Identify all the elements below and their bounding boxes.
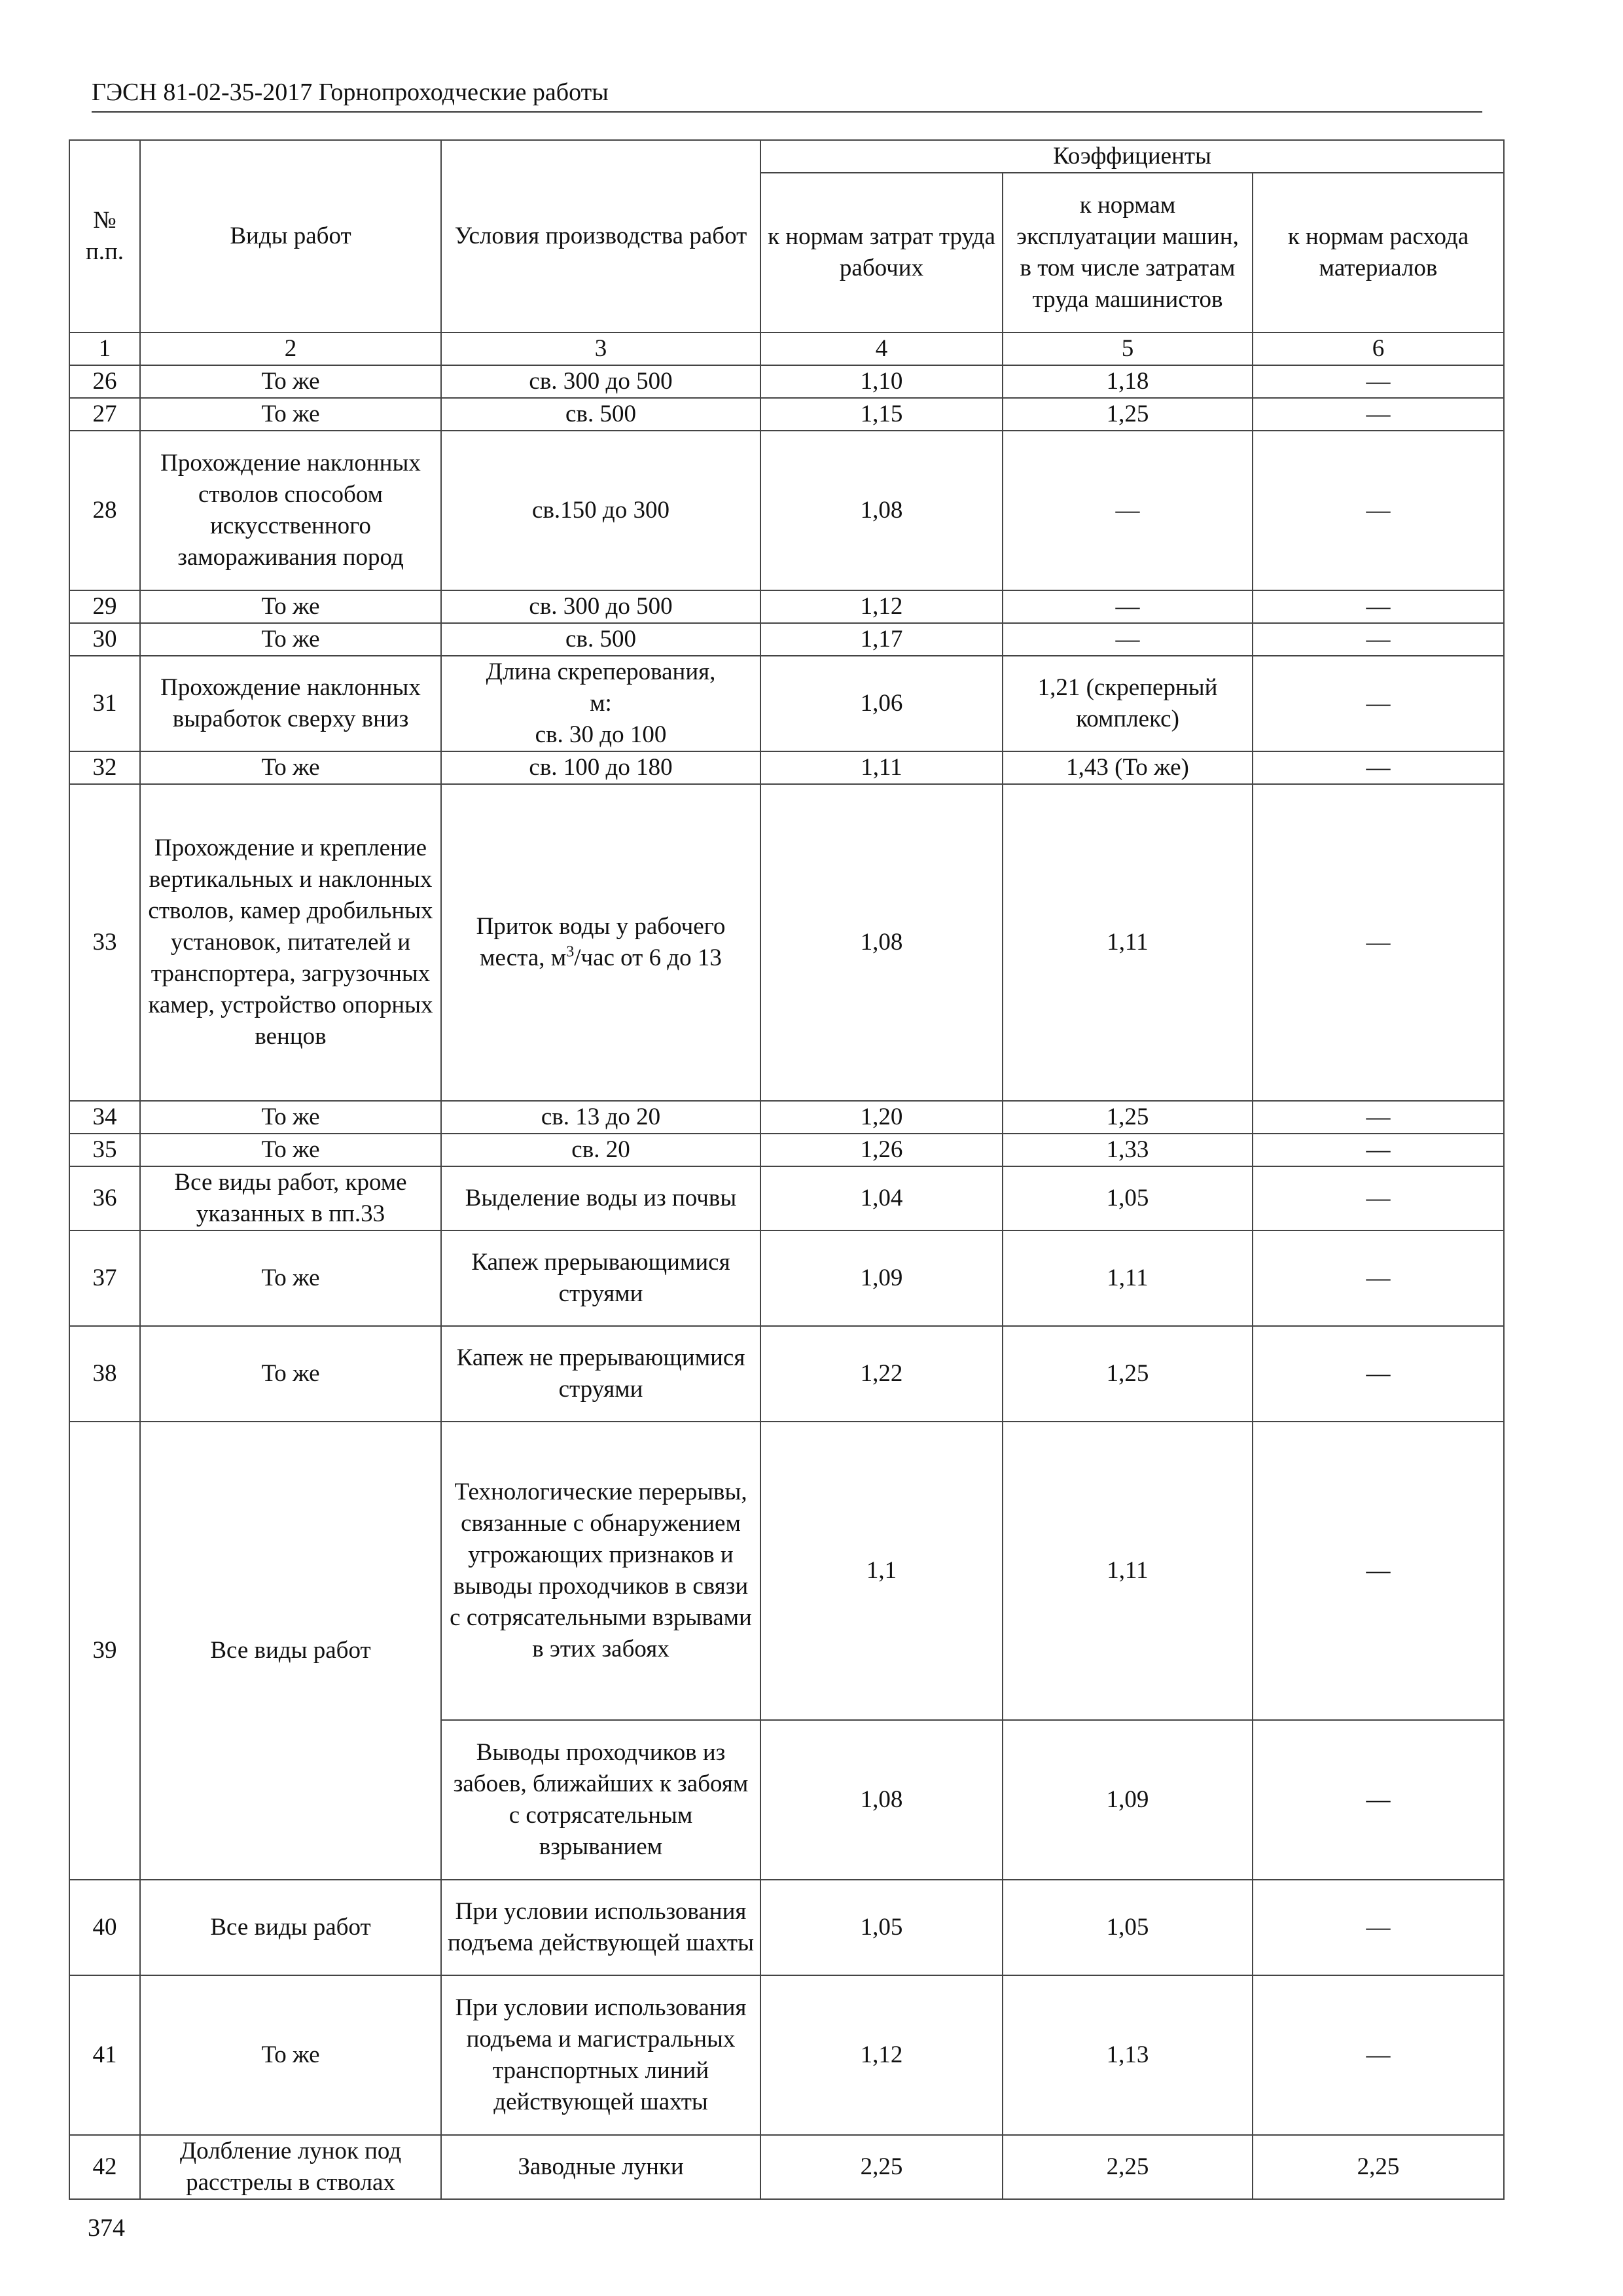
page-number: 374 (88, 2214, 125, 2242)
labor-coefficient: 1,22 (760, 1326, 1003, 1422)
material-coefficient: — (1253, 365, 1504, 398)
row-number: 38 (69, 1326, 140, 1422)
work-kind: То же (140, 398, 441, 431)
labor-coefficient: 2,25 (760, 2135, 1003, 2199)
material-coefficient: — (1253, 1422, 1504, 1720)
work-conditions: св. 300 до 500 (441, 365, 760, 398)
machine-coefficient: 1,11 (1003, 1422, 1253, 1720)
row-number: 31 (69, 656, 140, 751)
labor-coefficient: 1,05 (760, 1880, 1003, 1975)
work-kind: То же (140, 623, 441, 656)
table-header-row (69, 140, 1504, 173)
column-index: 2 (140, 332, 441, 365)
table-row (69, 1230, 1504, 1326)
work-conditions: Технологические перерывы, связанные с обнаружением угрожающих признаков и выводы проходчиков в связи с сотрясательными взрывами в этих забоях (441, 1422, 760, 1720)
col-header-number: № п.п. (69, 140, 140, 332)
work-conditions: св.150 до 300 (441, 431, 760, 590)
table-row (69, 365, 1504, 398)
row-number: 33 (69, 784, 140, 1101)
row-number: 36 (69, 1166, 140, 1230)
col-header-machines: к нормам эксплуатации машин, в том числе затратам труда машинистов (1003, 173, 1253, 332)
machine-coefficient: 1,09 (1003, 1720, 1253, 1880)
material-coefficient: — (1253, 1880, 1504, 1975)
labor-coefficient: 1,04 (760, 1166, 1003, 1230)
work-conditions (441, 656, 760, 751)
machine-coefficient: — (1003, 623, 1253, 656)
col-header-labor: к нормам затрат труда рабочих (760, 173, 1003, 332)
work-conditions: Капеж прерывающимися струями (441, 1230, 760, 1326)
table-row (69, 656, 1504, 751)
machine-coefficient: 1,21 (скреперный комплекс) (1003, 656, 1253, 751)
labor-coefficient: 1,17 (760, 623, 1003, 656)
work-kind: Долбление лунок под расстрелы в стволах (140, 2135, 441, 2199)
row-number: 40 (69, 1880, 140, 1975)
labor-coefficient: 1,15 (760, 398, 1003, 431)
material-coefficient: — (1253, 623, 1504, 656)
table-row (69, 784, 1504, 1101)
table-row (69, 431, 1504, 590)
work-kind: То же (140, 1230, 441, 1326)
work-conditions: св. 100 до 180 (441, 751, 760, 784)
work-conditions: св. 500 (441, 623, 760, 656)
row-number: 30 (69, 623, 140, 656)
material-coefficient: — (1253, 1230, 1504, 1326)
column-index: 1 (69, 332, 140, 365)
labor-coefficient: 1,09 (760, 1230, 1003, 1326)
row-number: 28 (69, 431, 140, 590)
conditions-text: /час от 6 до 13 (574, 944, 722, 971)
col-header-materials: к нормам расхода материалов (1253, 173, 1504, 332)
machine-coefficient: 1,25 (1003, 1326, 1253, 1422)
row-number: 29 (69, 590, 140, 623)
row-number: 27 (69, 398, 140, 431)
labor-coefficient: 1,06 (760, 656, 1003, 751)
table-row (69, 751, 1504, 784)
machine-coefficient: 1,25 (1003, 1101, 1253, 1134)
col-header-conditions: Условия производства работ (441, 140, 760, 332)
conditions-line: Длина скреперования, (486, 658, 716, 685)
machine-coefficient: 1,05 (1003, 1166, 1253, 1230)
labor-coefficient: 1,11 (760, 751, 1003, 784)
work-kind: Все виды работ (140, 1880, 441, 1975)
work-kind: Все виды работ, кроме указанных в пп.33 (140, 1166, 441, 1230)
work-kind: Прохождение наклонных стволов способом искусственного замораживания пород (140, 431, 441, 590)
work-conditions: При условии использования подъема и магистральных транспортных линий действующей шахты (441, 1975, 760, 2135)
labor-coefficient: 1,12 (760, 1975, 1003, 2135)
material-coefficient: — (1253, 398, 1504, 431)
work-kind: То же (140, 365, 441, 398)
material-coefficient: — (1253, 1101, 1504, 1134)
row-number: 42 (69, 2135, 140, 2199)
table-row (69, 1101, 1504, 1134)
work-kind: То же (140, 590, 441, 623)
machine-coefficient: 1,11 (1003, 1230, 1253, 1326)
machine-coefficient: 1,33 (1003, 1134, 1253, 1166)
machine-coefficient: 1,05 (1003, 1880, 1253, 1975)
material-coefficient: — (1253, 784, 1504, 1101)
material-coefficient: — (1253, 431, 1504, 590)
row-number: 39 (69, 1422, 140, 1880)
row-number: 32 (69, 751, 140, 784)
work-kind: То же (140, 1975, 441, 2135)
column-index-row (69, 332, 1504, 365)
table-row (69, 1975, 1504, 2135)
coefficients-table (69, 139, 1505, 2200)
conditions-text: Приток воды у рабочего места, м (476, 913, 726, 971)
row-number: 26 (69, 365, 140, 398)
row-number: 37 (69, 1230, 140, 1326)
work-conditions: св. 500 (441, 398, 760, 431)
labor-coefficient: 1,10 (760, 365, 1003, 398)
material-coefficient: — (1253, 1720, 1504, 1880)
material-coefficient: — (1253, 1166, 1504, 1230)
work-conditions: Выводы проходчиков из забоев, ближайших к забоям с сотрясательным взрыванием (441, 1720, 760, 1880)
work-kind: Прохождение и крепление вертикальных и наклонных стволов, камер дробильных установок, питателей и транспортера, загрузочных камер, устройство опорных венцов (140, 784, 441, 1101)
table-row (69, 590, 1504, 623)
conditions-line: св. 30 до 100 (535, 721, 667, 748)
work-kind: То же (140, 1326, 441, 1422)
cubic-superscript: 3 (566, 943, 575, 961)
table-row (69, 1166, 1504, 1230)
machine-coefficient: 1,11 (1003, 784, 1253, 1101)
table-row (69, 1422, 1504, 1720)
work-kind: Все виды работ (140, 1422, 441, 1880)
row-number: 35 (69, 1134, 140, 1166)
machine-coefficient: — (1003, 431, 1253, 590)
work-conditions: Капеж не прерывающимися струями (441, 1326, 760, 1422)
material-coefficient: 2,25 (1253, 2135, 1504, 2199)
material-coefficient: — (1253, 590, 1504, 623)
work-conditions: Выделение воды из почвы (441, 1166, 760, 1230)
labor-coefficient: 1,08 (760, 431, 1003, 590)
labor-coefficient: 1,20 (760, 1101, 1003, 1134)
machine-coefficient: 1,18 (1003, 365, 1253, 398)
labor-coefficient: 1,08 (760, 1720, 1003, 1880)
conditions-line: м: (590, 690, 612, 717)
col-header-kind: Виды работ (140, 140, 441, 332)
material-coefficient: — (1253, 1326, 1504, 1422)
table-row (69, 2135, 1504, 2199)
machine-coefficient: 1,43 (То же) (1003, 751, 1253, 784)
table-row (69, 1880, 1504, 1975)
column-index: 6 (1253, 332, 1504, 365)
col-header-coefficients: Коэффициенты (760, 140, 1504, 173)
material-coefficient: — (1253, 656, 1504, 751)
table-row (69, 1134, 1504, 1166)
labor-coefficient: 1,12 (760, 590, 1003, 623)
work-conditions: св. 13 до 20 (441, 1101, 760, 1134)
page-header (92, 77, 1482, 113)
table-row (69, 398, 1504, 431)
work-kind: Прохождение наклонных выработок сверху вниз (140, 656, 441, 751)
column-index: 4 (760, 332, 1003, 365)
labor-coefficient: 1,08 (760, 784, 1003, 1101)
work-conditions: св. 20 (441, 1134, 760, 1166)
work-conditions: При условии использования подъема действующей шахты (441, 1880, 760, 1975)
material-coefficient: — (1253, 751, 1504, 784)
machine-coefficient: 1,13 (1003, 1975, 1253, 2135)
row-number: 41 (69, 1975, 140, 2135)
work-conditions: св. 300 до 500 (441, 590, 760, 623)
material-coefficient: — (1253, 1975, 1504, 2135)
table-row (69, 623, 1504, 656)
row-number: 34 (69, 1101, 140, 1134)
work-conditions: Заводные лунки (441, 2135, 760, 2199)
material-coefficient: — (1253, 1134, 1504, 1166)
work-conditions (441, 784, 760, 1101)
work-kind: То же (140, 751, 441, 784)
work-kind: То же (140, 1134, 441, 1166)
machine-coefficient: 1,25 (1003, 398, 1253, 431)
labor-coefficient: 1,26 (760, 1134, 1003, 1166)
machine-coefficient: — (1003, 590, 1253, 623)
column-index: 5 (1003, 332, 1253, 365)
work-kind: То же (140, 1101, 441, 1134)
document-title: ГЭСН 81-02-35-2017 Горнопроходческие работы (92, 79, 609, 106)
labor-coefficient: 1,1 (760, 1422, 1003, 1720)
column-index: 3 (441, 332, 760, 365)
table-row (69, 1326, 1504, 1422)
machine-coefficient: 2,25 (1003, 2135, 1253, 2199)
